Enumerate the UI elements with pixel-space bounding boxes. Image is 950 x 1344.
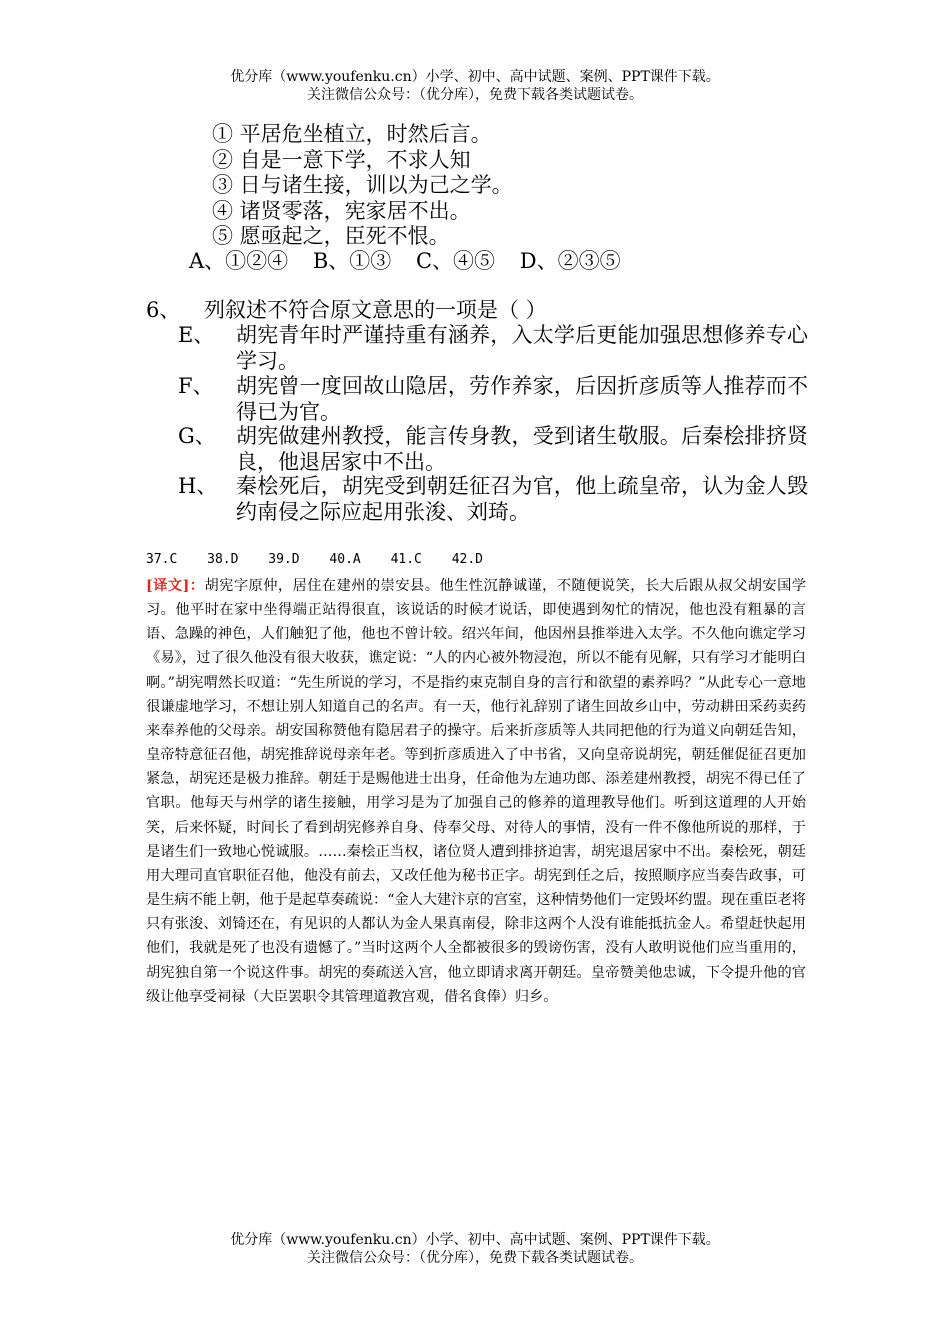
q5-option-c: C、④⑤: [415, 249, 496, 273]
answer-37: 37.C: [146, 552, 178, 567]
q5-item-2: ② 自是一意下学，不求人知: [212, 147, 471, 172]
q6-choice-text: 胡宪曾一度回故山隐居，劳作养家，后因折彦质等人推荐而不得已为官。: [236, 374, 808, 424]
q6-choice-text: 秦桧死后，胡宪受到朝廷征召为官，他上疏皇帝，认为金人毁约南侵之际应起用张浚、刘琦。: [236, 474, 808, 524]
page-footer: [0, 1231, 950, 1267]
q6-stem-text: 列叙述不符合原文意思的一项是（ ）: [204, 298, 547, 322]
answer-42: 42.D: [451, 552, 484, 567]
q5-option-b: B、①③: [312, 249, 392, 273]
header-line-1: 优分库（www.youfenku.cn）小学、初中、高中试题、案例、PPT课件下载。: [230, 69, 720, 85]
q6-choice-text: 胡宪青年时严谨持重有涵养，入太学后更能加强思想修养专心学习。: [236, 323, 808, 373]
question-6-stem: [146, 298, 547, 323]
q5-item-3: ③ 日与诸生接，训以为己之学。: [212, 173, 513, 197]
q5-option-a: A、①②④: [189, 249, 289, 273]
q5-item-1: ① 平居危坐植立，时然后言。: [212, 122, 492, 146]
q6-choice-label: F、: [178, 374, 214, 398]
q6-choice-label: H、: [178, 474, 218, 498]
q5-option-d: D、②③⑤: [519, 249, 621, 273]
answer-key: [146, 552, 505, 568]
page-header: [0, 68, 950, 104]
translation-text: 胡宪字原仲，居住在建州的崇安县。他生性沉静诚谨，不随便说笑，长大后跟从叔父胡安国学习。他平时在家中坐得端正站得很直，该说话的时候才说话，即使遇到匆忙的情况，他也没有粗暴的言语、急躁的神色，人们触犯了他，他也不曾计较。绍兴年间，他因州县推举进入太学。不久他向谯定学习《易》，过了很久他没有很大收获，谯定说：“人的内心被外物浸泡，所以不能有见解，只有学习才能明白啊。”胡宪喟然长叹道：“先生所说的学习，不是指约束克制自身的言行和欲望的素养吗？”从此专心一意地很谦虚地学习，不想让别人知道自己的名声。有一天，他行礼辞别了诸生回故乡山中，劳动耕田采药卖药来奉养他的父母亲。胡安国称赞他有隐居君子的操守。后来折彦质等人共同把他的行为道义向朝廷告知，皇帝特意征召他，胡宪推辞说母亲年老。等到折彦质进入了中书省，又向皇帝说胡宪，朝廷催促征召更加紧急，胡宪还是极力推辞。朝廷于是赐他进士出身，任命他为左迪功郎、添差建州教授，胡宪不得已任了官职。他每天与州学的诸生接触，用学习是为了加强自己的修养的道理教导他们。听到这道理的人开始笑，后来怀疑，时间长了看到胡宪修养自身、侍奉父母、对待人的事情，没有一件不像他所说的那样，于是诸生们一致地心悦诚服。……秦桧正当权，诸位贤人遭到排挤迫害，胡宪退居家中不出。秦桧死，朝廷用大理司直官职征召他，他没有前去，又改任他为秘书正字。胡宪到任之后，按照顺序应当奏告政事，可是生病不能上朝，他于是起草奏疏说：“金人大建汴京的宫室，这种情势他们一定毁坏约盟。现在重臣老将只有张浚、刘锜还在，有见识的人都认为金人果真南侵，除非这两个人没有谁能抵抗金人。希望赶快起用他们，我就是死了也没有遗憾了。”当时这两个人全都被很多的毁谤伤害，没有人敢明说他们应当重用的，胡宪独自第一个说这件事。胡宪的奏疏送入宫，他立即请求离开朝廷。皇帝赞美他忠诚，下令提升他的官级让他享受祠禄（大臣罢职令其管理道教宫观，借名食俸）归乡。: [146, 578, 806, 1005]
translation-tag: [译文]：: [146, 578, 205, 594]
q6-choice-label: G、: [178, 424, 216, 448]
footer-line-2: 关注微信公众号：（优分库），免费下载各类试题试卷。: [307, 1250, 643, 1266]
question-5-options: [189, 249, 639, 274]
answer-39: 39.D: [268, 552, 300, 567]
question-5-items: [212, 122, 513, 250]
q5-item-4: ④ 诸贤零落，宪家居不出。: [212, 198, 471, 223]
header-line-2: 关注微信公众号：（优分库），免费下载各类试题试卷。: [307, 87, 643, 103]
answer-38: 38.D: [207, 552, 239, 567]
q6-choice-text: 胡宪做建州教授，能言传身教，受到诸生敬服。后秦桧排挤贤良，他退居家中不出。: [236, 424, 808, 474]
q6-choice-label: E、: [178, 323, 215, 347]
footer-line-1: 优分库（www.youfenku.cn）小学、初中、高中试题、案例、PPT课件下载。: [230, 1232, 720, 1248]
answer-41: 41.C: [390, 552, 422, 567]
translation-paragraph: [146, 574, 806, 1009]
answer-40: 40.A: [329, 552, 361, 567]
q5-item-5: ⑤ 愿亟起之，臣死不恨。: [212, 224, 450, 248]
q6-number: 6、: [146, 298, 181, 322]
